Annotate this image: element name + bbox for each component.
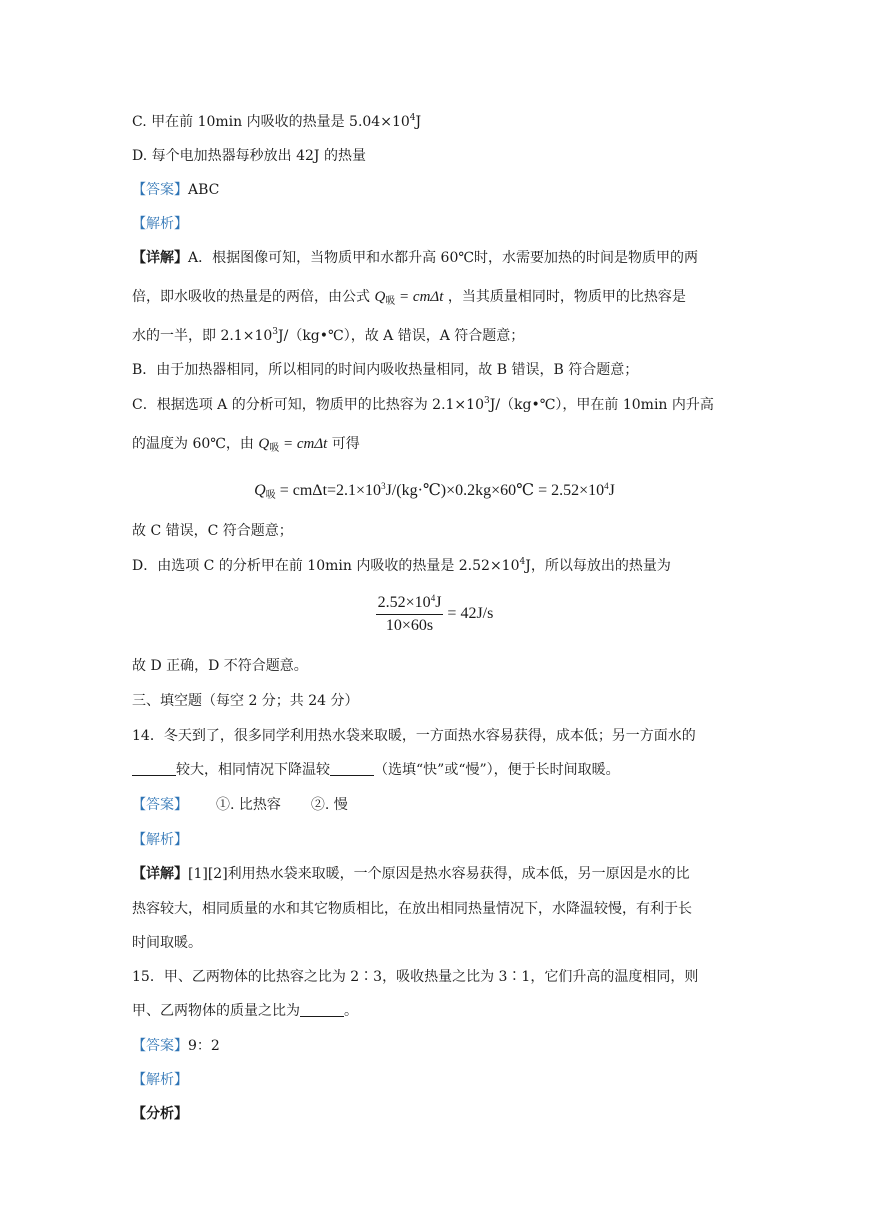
detail-text: 的温度为 60℃，由 [132,436,254,452]
detail-13-line-4: B．由于加热器相同，所以相同的时间内吸收热量相同，故 B 错误，B 符合题意； [132,362,639,378]
detail-text: [1][2]利用热水袋来取暖，一个原因是热水容易获得，成本低，另一原因是水的比 [188,866,690,882]
detail-text: C．根据选项 A 的分析可知，物质甲的比热容为 2.1×10 [132,397,484,413]
fraction [376,594,444,635]
option-d: D. 每个电加热器每秒放出 42J 的热量 [132,148,366,164]
option-c-unit: J [415,114,422,130]
answer-14 [132,795,348,815]
answer-blank [132,761,176,776]
detail-text: J，所以每放出的热量为 [525,558,671,574]
formula-rhs: = cmΔt [279,436,328,452]
question-14-line-2 [132,760,620,780]
question-14-line-1: 14．冬天到了，很多同学利用热水袋来取暖，一方面热水容易获得，成本低；另一方面水的 [132,728,696,744]
question-text: （选填“快”或“慢”），便于长时间取暖。 [374,762,620,778]
formula-q: Q [254,482,266,499]
answer-label: 【答案】 [132,797,188,813]
detail-text: 可得 [331,436,360,452]
detail-13-line-6 [132,434,360,454]
formula-body: J/(kg·℃)×0.2kg×60℃ = 2.52×10 [385,482,605,499]
question-text: 甲、乙两物体的质量之比为 [132,1003,300,1019]
exponent: 3 [483,396,490,406]
detail-14-line-3: 时间取暖。 [132,935,202,951]
formula-rhs: = cmΔt [395,289,444,305]
exponent: 3 [272,327,278,337]
exponent: 4 [430,593,436,603]
detail-13-line-1 [132,248,698,268]
question-15-line-1: 15．甲、乙两物体的比热容之比为 2∶3，吸收热量之比为 3∶1，它们升高的温度相同，则 [132,969,699,985]
detail-label: 【详解】 [132,250,188,266]
option-c-exponent: 4 [409,113,416,123]
detail-13-line-2 [132,287,686,307]
option-c [132,112,421,132]
option-c-text: C. 甲在前 10min 内吸收的热量是 5.04×10 [132,114,410,130]
question-text: 较大，相同情况下降温较 [176,762,330,778]
exponent: 4 [604,481,609,491]
detail-13-line-7: 故 C 错误，C 符合题意； [132,523,293,539]
detail-13-line-8 [132,556,671,576]
answer-blank [330,761,374,776]
formula-q: Q [374,289,386,305]
answer-label: 【答案】 [132,1038,188,1054]
exponent: 4 [519,557,526,567]
exponent: 3 [381,481,386,491]
answer-item-1: ①. 比热容 [216,797,281,813]
formula-sub: 吸 [269,443,280,454]
formula-q: Q [258,436,270,452]
answer-label: 【答案】 [132,182,188,198]
detail-13-line-3 [132,326,524,346]
answer-value: ABC [188,182,220,198]
question-15-line-2 [132,1001,358,1021]
detail-text: A．根据图像可知，当物质甲和水都升高 60℃时，水需要加热的时间是物质甲的两 [188,250,699,266]
inline-formula [258,436,327,452]
numerator-unit: J [435,594,442,611]
detail-13-line-9: 故 D 正确，D 不符合题意。 [132,658,308,674]
detail-13-line-5 [132,395,714,415]
detail-14-line-1 [132,864,690,884]
section-heading: 三、填空题（每空 2 分；共 24 分） [132,693,359,709]
answer-blank [300,1002,344,1017]
detail-text: D．由选项 C 的分析甲在前 10min 内吸收的热量是 2.52×10 [132,558,520,574]
equation-heat-calculation [0,480,869,500]
detail-text: 倍，即水吸收的热量是的两倍，由公式 [132,289,370,305]
detail-text: 水的一半，即 2.1×10 [132,328,273,344]
answer-15 [132,1036,220,1056]
question-text: 。 [344,1003,358,1019]
formula-sub: 吸 [385,296,396,307]
equation-power-fraction [0,594,869,635]
analysis-label-14: 【解析】 [132,832,188,848]
formula-body: = cmΔt=2.1×10 [275,482,382,499]
fraction-numerator [376,594,444,615]
answer-item-2: ②. 慢 [310,797,348,813]
formula-rhs: = 42J/s [443,605,494,623]
detail-text: ，当其质量相同时，物质甲的比热容是 [447,289,686,305]
detail-label: 【详解】 [132,866,188,882]
answer-13 [132,180,219,200]
answer-value: 9：2 [188,1038,220,1054]
detail-14-line-2: 热容较大，相同质量的水和其它物质相比，在放出相同热量情况下，水降温较慢，有利于长 [132,901,692,917]
fraction-denominator: 10×60s [385,617,434,634]
analysis-label-15: 【解析】 [132,1072,188,1088]
formula-body: J [608,482,615,499]
detail-text: J/（kg•℃），故 A 错误，A 符合题意； [278,328,525,344]
detail-text: J/（kg•℃），甲在前 10min 内升高 [489,397,714,413]
analysis-label-13: 【解析】 [132,216,188,232]
analysis-sub-label: 【分析】 [132,1106,188,1122]
numerator-text: 2.52×10 [377,594,431,611]
formula-sub: 吸 [265,490,276,501]
inline-formula [374,289,443,305]
